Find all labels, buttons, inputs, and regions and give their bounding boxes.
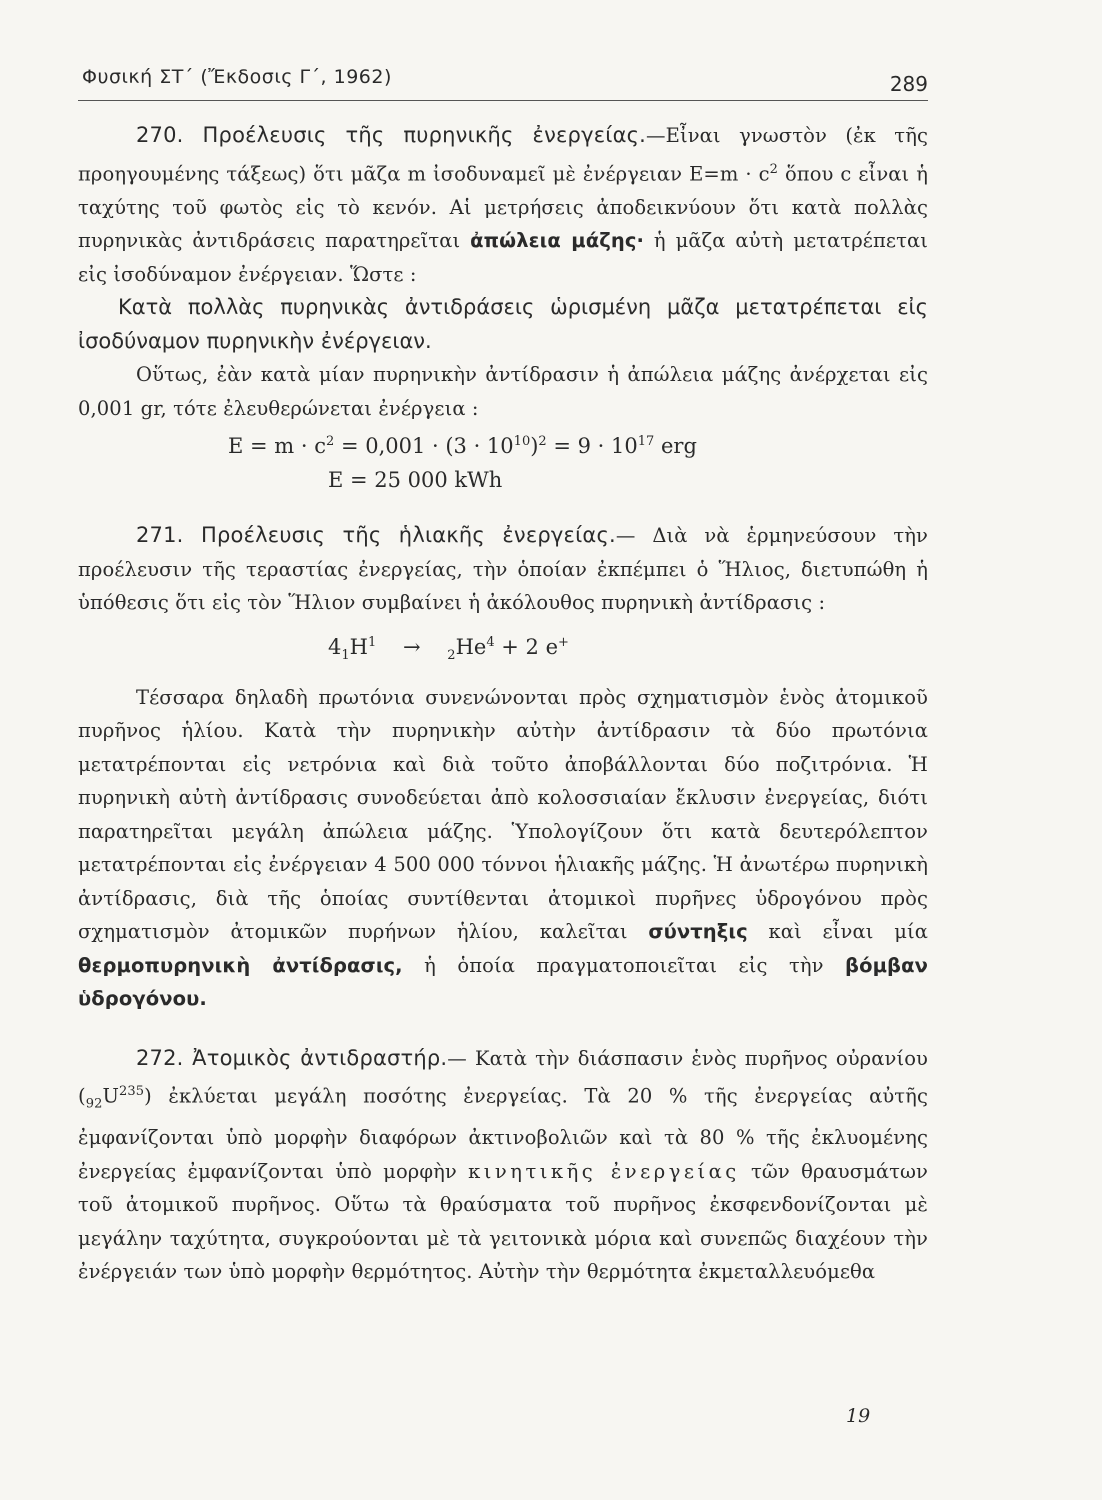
reaction-sup: 4 <box>486 634 495 650</box>
sheet-number: 19 <box>846 1405 871 1427</box>
section-272-heading: 272. Ἀτομικὸς ἀντιδραστήρ. <box>136 1045 448 1070</box>
bold-term-thermonuclear: θερμοπυρηνικὴ ἀντίδρασις, <box>78 953 403 977</box>
section-270-heading: 270. Προέλευσις τῆς πυρηνικῆς ἐνεργείας. <box>136 123 647 147</box>
eq-E: E <box>689 162 704 185</box>
isotope-U: U <box>102 1084 120 1108</box>
bold-term-fusion: σύντηξις <box>648 920 748 944</box>
book-page <box>78 60 928 1289</box>
eq-part: = 9 · 10 <box>546 434 638 458</box>
section-270-rule: Κατὰ πολλὰς πυρηνικὰς ἀντιδράσεις ὡρισμένη μᾶζα μετατρέπεται εἰς ἰσοδύναμον πυρηνικὴν ἐνέργειαν. <box>78 295 928 353</box>
reaction-sub: 2 <box>447 647 456 663</box>
bold-term-mass-loss: ἀπώλεια μάζης· <box>470 229 645 252</box>
eq-part: erg <box>654 434 697 458</box>
eq-mid: =m · c <box>703 162 770 185</box>
text: — Κατὰ τὴν διάσπασιν ἑνὸς πυρῆνος οὐρανίου ( <box>78 1046 928 1108</box>
isotope-sup: 235 <box>119 1084 145 1100</box>
eq-part: ) <box>530 434 539 458</box>
section-271-paragraph-1 <box>78 519 928 620</box>
section-271 <box>78 519 928 1016</box>
reaction-H: H <box>349 634 368 659</box>
text: ὅπου c εἶναι ἡ ταχύτης τοῦ φωτὸς εἰς τὸ κενόν. Αἱ μετρήσεις ἀποδεικνύουν ὅτι κατὰ πολλὰς πυρηνικὰς ἀντιδράσεις παρατηρεῖται <box>78 162 929 252</box>
reaction-arrow-icon: → <box>402 634 421 659</box>
eq-sup: 17 <box>637 434 655 449</box>
reaction-plus: + 2 e <box>494 634 559 659</box>
eq-sup: 2 <box>538 434 547 449</box>
page-number: 289 <box>889 72 928 96</box>
section-271-paragraph-2 <box>78 681 928 1016</box>
reaction-He: He <box>455 634 487 659</box>
section-270 <box>78 119 928 497</box>
section-270-paragraph-1 <box>78 119 928 291</box>
bold-term-h-bomb: βόμβαν ὑδρογόνου. <box>78 953 928 1011</box>
reaction-sup: + <box>558 634 569 650</box>
equation-kwh: E = 25 000 kWh <box>328 468 503 492</box>
isotope-sub: 92 <box>85 1096 103 1112</box>
section-270-paragraph-2: Οὕτως, ἐὰν κατὰ μίαν πυρηνικὴν ἀντίδρασιν ἡ ἀπώλεια μάζης ἀνέρχεται εἰς 0,001 gr, τότε ἐλευθερώνεται ἐνέργεια : <box>78 363 928 420</box>
eq-sup: 10 <box>513 434 531 449</box>
text: ἡ ὁποία πραγματοποιεῖται εἰς τὴν <box>402 953 846 977</box>
eq-part: = 0,001 · (3 · 10 <box>334 434 514 458</box>
eq-sup: 2 <box>325 434 335 449</box>
section-272-paragraph-1 <box>78 1042 928 1289</box>
reaction-sup: 1 <box>367 634 377 650</box>
running-title: Φυσική ΣΤ΄ (Ἔκδοσις Γ΄, 1962) <box>82 66 392 88</box>
reaction-coef: 4 <box>328 634 342 659</box>
text: ) ἐκλύεται μεγάλη ποσότης ἐνεργείας. Τὰ 20 % τῆς ἐνεργείας αὐτῆς ἐμφανίζονται ὑπὸ μορφὴν διαφόρων ἀκτινοβολιῶν καὶ τὰ 80 % τῆς ἐκλυομένης ἐνεργείας ἐμφανίζονται ὑπὸ μορφὴν <box>78 1084 928 1183</box>
text: — Διὰ νὰ ἑρμηνεύσουν τὴν προέλευσιν τῆς τεραστίας ἐνεργείας, τὴν ὁποίαν ἐκπέμπει ὁ Ἥλιος, διετυπώθη ἡ ὑπόθεσις ὅτι εἰς τὸν Ἥλιον συμβαίνει ἡ ἀκόλουθος πυρηνικὴ ἀντίδρασις : <box>78 524 928 614</box>
equation-energy <box>78 425 928 463</box>
text: καὶ εἶναι μία <box>747 920 928 944</box>
section-272 <box>78 1042 928 1289</box>
text: Τέσσαρα δηλαδὴ πρωτόνια συνενώνονται πρὸς σχηματισμὸν ἑνὸς ἀτομικοῦ πυρῆνος ἡλίου. Κατὰ τὴν πυρηνικὴν αὐτὴν ἀντίδρασιν τὰ δύο πρωτόνια μετατρέπονται εἰς νετρόνια καὶ διὰ τοῦτο ἀποβάλλονται δύο ποζιτρόνια. Ἡ πυρηνικὴ αὐτὴ ἀντίδρασις συνοδεύεται ἀπὸ κολοσσιαίαν ἔκλυσιν ἐνεργείας, διότι παρατηρεῖται μεγάλη ἀπώλεια μάζης. Ὑπολογίζουν ὅτι κατὰ δευτερόλεπτον μετατρέπονται εἰς ἐνέργειαν 4 500 000 τόννοι ἡλιακῆς μάζης. Ἡ ἀνωτέρω πυρηνικὴ ἀντίδρασις, διὰ τῆς ὁποίας συντίθενται ἀτομικοὶ πυρῆνες ὑδρογόνου πρὸς σχηματισμὸν ἀτομικῶν πυρήνων ἡλίου, καλεῖται <box>78 685 928 944</box>
fusion-reaction <box>78 626 928 673</box>
spaced-term-kinetic-energy: κινητικῆς ἐνεργείας <box>468 1159 740 1183</box>
text: —Εἶναι γνωστὸν (ἐκ τῆς προηγουμένης τάξεως) ὅτι μᾶζα m ἰσοδυναμεῖ μὲ ἐνέργειαν <box>78 124 928 185</box>
text: ἡ μᾶζα αὐτὴ μετατρέπεται εἰς ἰσοδύναμον ἐνέργειαν. Ὥστε : <box>78 229 929 286</box>
reaction-sub: 1 <box>341 647 350 663</box>
eq-sup: 2 <box>769 161 779 177</box>
eq-part: E = m · c <box>228 434 326 458</box>
running-header <box>78 60 928 101</box>
section-271-heading: 271. Προέλευσις τῆς ἡλιακῆς ἐνεργείας. <box>136 523 616 547</box>
text: τῶν θραυσμάτων τοῦ ἀτομικοῦ πυρῆνος. Οὕτω τὰ θραύσματα τοῦ πυρῆνος ἐκσφενδονίζονται μὲ μεγάλην ταχύτητα, συγκρούονται μὲ τὰ γειτονικὰ μόρια καὶ συνεπῶς διαχέουν τὴν ἐνέργειάν των ὑπὸ μορφὴν θερμότητος. Αὐτὴν τὴν θερμότητα ἐκμεταλλευόμεθα <box>78 1159 928 1284</box>
